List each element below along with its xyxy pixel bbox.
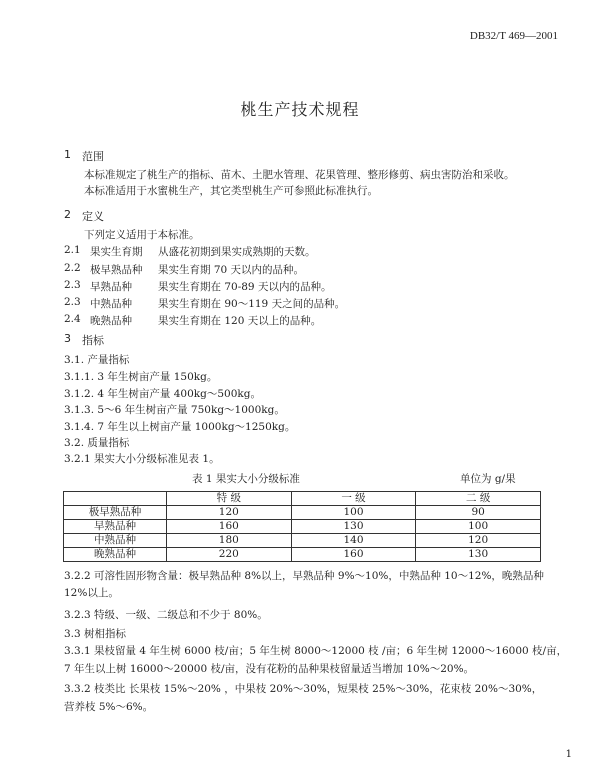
document-code: DB32/T 469—2001: [469, 30, 558, 42]
table-cell: 100: [291, 506, 416, 520]
table-cell: 极早熟品种: [64, 506, 167, 520]
clause-3-3-2-continued: 营养枝 5%～6%。: [64, 701, 154, 713]
page-title: 桃生产技术规程: [240, 100, 360, 119]
table-header-cell: [64, 492, 167, 506]
table-unit: 单位为 g/果: [460, 473, 516, 485]
definition-term: 晚熟品种: [90, 315, 132, 327]
clause-3-2-1: 3.2.1 果实大小分级标准见表 1。: [64, 453, 220, 465]
clause-3-3-1-continued: 7 年生以上树 16000～20000 枝/亩，没有花粉的品种果枝留量适当增加 10%～20%。: [64, 663, 475, 675]
table-cell: 160: [291, 548, 416, 562]
section-label: 范围: [82, 150, 104, 163]
clause-3-2: 3.2. 质量指标: [64, 437, 130, 449]
clause-3-3-1: 3.3.1 果枝留量 4 年生树 6000 枝/亩；5 年生树 8000～12000 枝 /亩；6 年生树 12000～16000 枝/亩，: [64, 645, 568, 657]
table-header-cell: 一 级: [291, 492, 416, 506]
table-cell: 早熟品种: [64, 520, 167, 534]
clause-3-2-3: 3.2.3 特级、一级、二级总和不少于 80%。: [64, 609, 268, 621]
clause-3-1-3: 3.1.3. 5～6 年生树亩产量 750kg～1000kg。: [64, 404, 285, 416]
definition-number: 2.3: [64, 279, 81, 291]
table-cell: 中熟品种: [64, 534, 167, 548]
table-cell: 100: [416, 520, 541, 534]
grading-table: [63, 491, 541, 562]
definition-number: 2.2: [64, 262, 81, 274]
table-cell: 130: [291, 520, 416, 534]
table-header-cell: 特 级: [167, 492, 292, 506]
definition-number: 2.3: [64, 296, 81, 308]
table-cell: 130: [416, 548, 541, 562]
definition-term: 早熟品种: [90, 281, 132, 293]
definition-description: 果实生育期在 90～119 天之间的品种。: [158, 298, 346, 310]
definition-row: [64, 296, 544, 310]
table-cell: 180: [167, 534, 292, 548]
clause-3-3: 3.3 树相指标: [64, 628, 127, 640]
table-cell: 90: [416, 506, 541, 520]
section-3-heading: [64, 332, 264, 346]
scope-paragraph-1: 本标准规定了桃生产的指标、苗木、土肥水管理、花果管理、整形修剪、病虫害防治和采收。: [84, 169, 515, 181]
definition-number: 2.1: [64, 244, 81, 256]
clause-3-2-2: 3.2.2 可溶性固形物含量：极早熟品种 8%以上，早熟品种 9%～10%，中熟品种 10～12%，晚熟品种: [64, 570, 544, 582]
section-number: 2: [64, 208, 71, 221]
definition-row: [64, 313, 544, 327]
page-number: 1: [565, 749, 572, 760]
definition-row: [64, 244, 544, 258]
section-number: 1: [64, 148, 71, 161]
definition-row: [64, 279, 544, 293]
table-caption: 表 1 果实大小分级标准: [192, 473, 300, 485]
definition-description: 从盛花初期到果实成熟期的天数。: [158, 246, 316, 258]
scope-paragraph-2: 本标准适用于水蜜桃生产，其它类型桃生产可参照此标准执行。: [84, 185, 378, 197]
definition-description: 果实生育期在 120 天以上的品种。: [158, 315, 322, 327]
section-label: 定义: [82, 210, 104, 223]
table-row: [64, 534, 541, 548]
section-1-heading: [64, 148, 264, 162]
table-row: [64, 520, 541, 534]
table-row: [64, 506, 541, 520]
table-header-cell: 二 级: [416, 492, 541, 506]
definition-description: 果实生育期 70 天以内的品种。: [158, 264, 305, 276]
table-cell: 220: [167, 548, 292, 562]
clause-3-1-2: 3.1.2. 4 年生树亩产量 400kg～500kg。: [64, 388, 261, 400]
table-cell: 120: [167, 506, 292, 520]
definition-description: 果实生育期在 70-89 天以内的品种。: [158, 281, 332, 293]
definitions-intro: 下列定义适用于本标准。: [84, 229, 200, 241]
definition-row: [64, 262, 544, 276]
table-cell: 120: [416, 534, 541, 548]
section-number: 3: [64, 332, 71, 345]
clause-3-1-1: 3.1.1. 3 年生树亩产量 150kg。: [64, 371, 218, 383]
clause-3-2-2-continued: 12%以上。: [64, 587, 119, 599]
table-cell: 晚熟品种: [64, 548, 167, 562]
clause-3-3-2: 3.3.2 枝类比 长果枝 15%～20% ，中果枝 20%～30%，短果枝 25%～30%，花束枝 20%～30%，: [64, 683, 543, 695]
clause-3-1-4: 3.1.4. 7 年生以上树亩产量 1000kg～1250kg。: [64, 421, 296, 433]
definition-term: 极早熟品种: [90, 264, 143, 276]
table-cell: 160: [167, 520, 292, 534]
definition-term: 中熟品种: [90, 298, 132, 310]
table-cell: 140: [291, 534, 416, 548]
clause-3-1: 3.1. 产量指标: [64, 354, 130, 366]
table-row: [64, 548, 541, 562]
section-2-heading: [64, 208, 264, 222]
definition-number: 2.4: [64, 313, 81, 325]
section-label: 指标: [82, 334, 104, 347]
definition-term: 果实生育期: [90, 246, 143, 258]
table-header-row: [64, 492, 541, 506]
